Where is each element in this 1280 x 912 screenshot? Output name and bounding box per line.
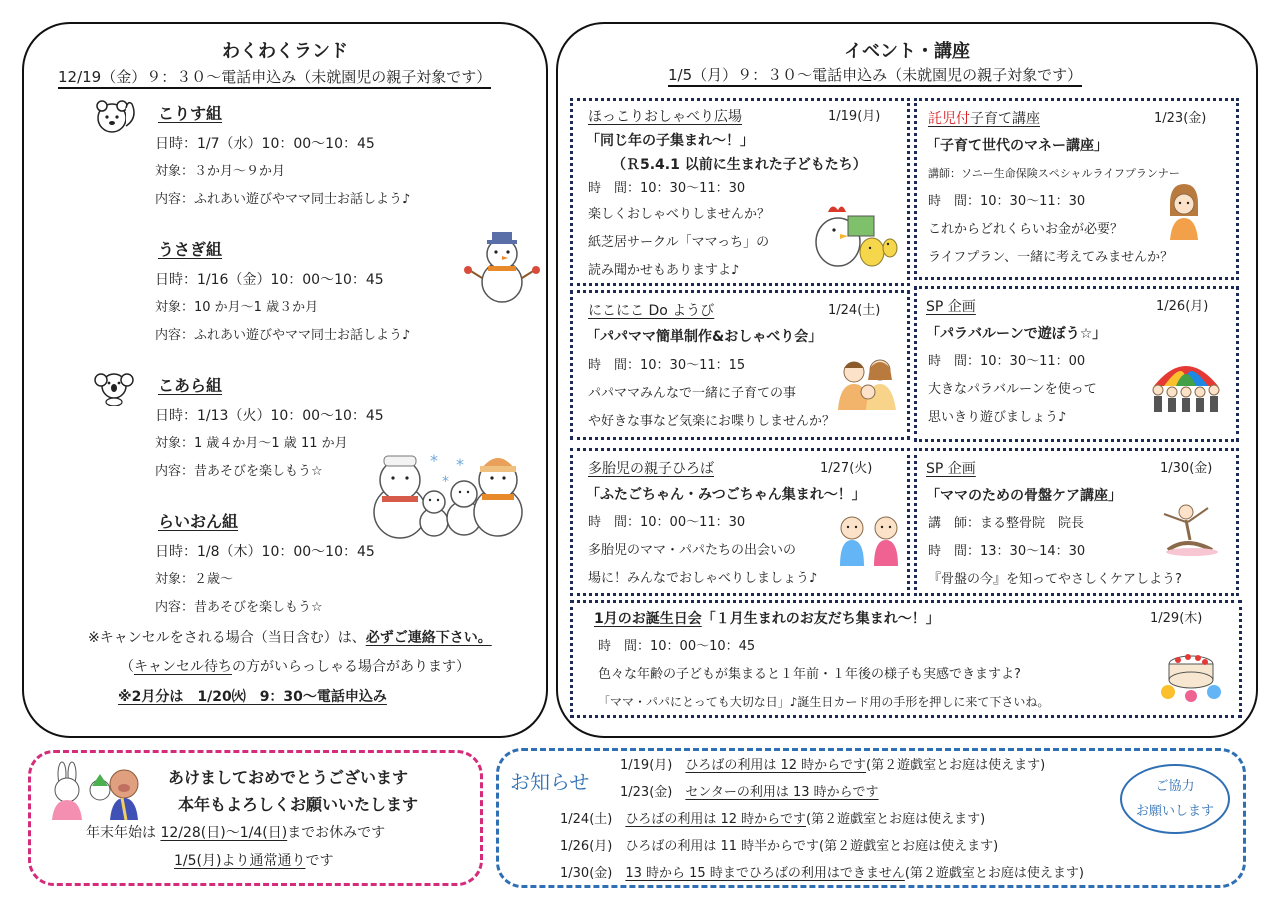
group-date-korisu: 日時：1/7（水）10：00～10：45 <box>155 136 375 152</box>
event-birthday-date: 1/29(木) <box>1150 611 1203 626</box>
event-sp1-date: 1/26(月) <box>1156 299 1209 314</box>
cooperation-bubble-line2: お願いします <box>1135 804 1214 819</box>
event-hokkori-date: 1/19(月) <box>828 109 881 124</box>
event-hokkori-line3: 読み聞かせもありますよ♪ <box>588 263 740 278</box>
svg-text:*: * <box>456 455 464 474</box>
notice-row-emph: ひろばの利用は 12 時からです <box>625 812 807 827</box>
group-content-koara: 内容：昔あそびを楽しもう☆ <box>155 464 323 479</box>
greeting-line3-post: までお休みです <box>287 825 386 841</box>
event-takuji-line2: ライフプラン、一緒に考えてみませんか？ <box>928 250 1174 265</box>
yoga-woman-icon <box>1156 500 1220 558</box>
notice-row <box>560 813 985 826</box>
birthday-cake-icon <box>1158 642 1224 704</box>
event-tatai-time: 時 間：10：00～11：30 <box>588 515 746 530</box>
notice-row-rest: ひろばの利用は 11 時半からです(第２遊戯室とお庭は使えます) <box>625 839 999 854</box>
event-sp2-date: 1/30(金) <box>1160 461 1213 476</box>
group-content-raion: 内容：昔あそびを楽しもう☆ <box>155 600 323 615</box>
snowman-icon <box>462 226 542 304</box>
cancel-waitlist-emphasis: キャンセル待ち <box>134 659 232 675</box>
event-takuji-name-red: 託児付 <box>928 111 970 127</box>
notice-row-rest: (第２遊戯室とお庭は使えます) <box>806 812 986 827</box>
greeting-line4-post: です <box>305 853 334 869</box>
event-sp2-name: SP 企画 <box>926 461 976 477</box>
group-date-koara: 日時：1/13（火）10：00～10：45 <box>155 408 384 424</box>
squirrel-icon <box>92 96 140 136</box>
notice-row <box>560 867 1084 880</box>
wakuwaku-subtitle: 12/19（金）９：３０～電話申込み（未就園児の親子対象です） <box>58 70 491 89</box>
group-name-raion: らいおん組 <box>158 512 239 531</box>
event-hokkori-headline: 「同じ年の子集まれ～！」 <box>586 133 754 149</box>
notice-row <box>560 840 998 853</box>
event-hokkori-name: ほっこりおしゃべり広場 <box>588 109 742 125</box>
notice-row <box>620 786 879 799</box>
event-tatai-line2: 場に！みんなでおしゃべりしましょう♪ <box>588 571 818 586</box>
rabbit-boar-new-year-icon <box>40 760 152 820</box>
event-hokkori-sub: （Ｒ5.4.1 以前に生まれた子どもたち） <box>612 157 867 173</box>
svg-text:*: * <box>430 451 438 470</box>
family-icon <box>834 356 900 410</box>
event-hokkori-line2: 紙芝居サークル「ママっち」の <box>588 235 770 250</box>
notice-row-emph: ひろばの利用は 12 時からです <box>685 758 867 773</box>
notice-row-emph: 13 時から 15 時までひろばの利用はできません <box>625 866 905 881</box>
cooperation-bubble-line1: ご協力 <box>1155 779 1195 794</box>
koala-icon <box>92 366 136 406</box>
feb-application-note: ※2月分は 1/20㈫ 9：30～電話申込み <box>118 689 387 705</box>
group-content-korisu: 内容：ふれあい遊びやママ同士お話しよう♪ <box>155 192 411 207</box>
event-sp1-line2: 思いきり遊びましょう♪ <box>928 410 1067 425</box>
event-sp1-headline: 「パラバルーンで遊ぼう☆」 <box>926 326 1107 342</box>
event-birthday-headline: 「１月生まれのお友だち集まれ～！」 <box>701 611 940 627</box>
greeting-line2: 本年もよろしくお願いいたします <box>178 795 419 814</box>
events-title: イベント・講座 <box>844 41 970 62</box>
notice-row-emph: センターの利用は 13 時からです <box>685 785 879 800</box>
event-sp2-time: 時 間：13：30～14：30 <box>928 544 1086 559</box>
event-takuji-name <box>928 112 1040 126</box>
cancel-waitlist-note <box>120 660 470 674</box>
twin-babies-icon <box>836 514 902 566</box>
group-date-raion: 日時：1/8（木）10：00～10：45 <box>155 544 375 560</box>
group-target-koara: 対象：1 歳４か月～1 歳 11 か月 <box>155 436 348 451</box>
event-sp1-time: 時 間：10：30～11：00 <box>928 354 1086 369</box>
event-takuji-line1: これからどれくらいお金が必要？ <box>928 222 1124 237</box>
notice-row-date: 1/26(月) <box>560 839 613 854</box>
notice-label: お知らせ <box>510 770 590 794</box>
event-nikoniko-line2: や好きな事など気楽にお喋りしませんか？ <box>588 414 836 429</box>
event-takuji-date: 1/23(金) <box>1154 111 1207 126</box>
event-tatai-headline: 「ふたごちゃん・みつごちゃん集まれ～！」 <box>586 487 866 503</box>
notice-row <box>620 759 1045 772</box>
parachute-balloon-icon <box>1150 352 1222 414</box>
event-tatai-line1: 多胎児のママ・パパたちの出会いの <box>588 543 797 558</box>
group-target-usagi: 対象：10 か月～1 歳３か月 <box>155 300 319 315</box>
cancel-note-emphasis: 必ずご連絡下さい。 <box>365 630 492 646</box>
event-nikoniko-line1: パパママみんなで一緒に子育ての事 <box>588 386 797 401</box>
event-tatai-date: 1/27(火) <box>820 461 873 476</box>
event-birthday-line1: 色々な年齢の子どもが集まると１年前・１年後の様子も実感できますよ? <box>598 667 1021 682</box>
event-sp2-line1: 『骨盤の今』を知ってやさしくケアしよう? <box>928 572 1182 587</box>
event-hokkori-time: 時 間：10：30～11：30 <box>588 181 746 196</box>
event-tatai-name: 多胎児の親子ひろば <box>588 461 714 477</box>
notice-row-rest: (第２遊戯室とお庭は使えます) <box>904 866 1084 881</box>
greeting-line3 <box>86 826 385 840</box>
event-takuji-name-rest: 子育て講座 <box>970 111 1040 127</box>
svg-text:*: * <box>442 474 449 490</box>
event-nikoniko-name: にこにこ Do ようび <box>588 303 715 319</box>
group-name-korisu: こりす組 <box>158 104 223 123</box>
notice-row-date: 1/30(金) <box>560 866 613 881</box>
event-sp1-name: SP 企画 <box>926 299 976 315</box>
event-birthday-title <box>594 612 940 626</box>
notice-row-date: 1/19(月) <box>620 758 673 773</box>
snowmen-family-icon <box>360 450 528 542</box>
event-birthday-line2: 「ママ・パパにとっても大切な日」♪誕生日カード用の手形を押しに来て下さいね。 <box>598 695 1050 709</box>
greeting-line4 <box>174 854 333 868</box>
group-content-usagi: 内容：ふれあい遊びやママ同士お話しよう♪ <box>155 328 411 343</box>
notice-row-date: 1/23(金) <box>620 785 673 800</box>
group-target-korisu: 対象：３か月～９か月 <box>155 164 286 179</box>
notice-row-date: 1/24(土) <box>560 812 613 827</box>
greeting-line3-emph: 12/28(日)～1/4(日) <box>160 825 288 841</box>
event-takuji-time: 時 間：10：30～11：30 <box>928 194 1086 209</box>
wakuwaku-title: わくわくランド <box>222 41 348 62</box>
greeting-line3-pre: 年末年始は <box>86 825 161 841</box>
cancel-note-prefix: ※キャンセルをされる場合（当日含む）は、 <box>88 630 366 646</box>
greeting-line1: あけましておめでとうございます <box>168 768 409 787</box>
event-birthday-time: 時 間：10：00～10：45 <box>598 639 756 654</box>
event-birthday-name: 1月のお誕生日会 <box>594 611 702 627</box>
group-target-raion: 対象：２歳～ <box>155 572 234 587</box>
event-sp2-lecturer: 講 師：まる整骨院 院長 <box>928 516 1085 531</box>
events-subtitle: 1/5（月）９：３０～電話申込み（未就園児の親子対象です） <box>668 68 1082 87</box>
cancel-note <box>88 631 492 645</box>
group-date-usagi: 日時：1/16（金）10：00～10：45 <box>155 272 384 288</box>
event-nikoniko-time: 時 間：10：30～11：15 <box>588 358 746 373</box>
event-takuji-lecturer: 講師：ソニー生命保険スペシャルライフプランナー <box>928 167 1180 180</box>
greeting-line4-emph: 1/5(月)より通常通り <box>174 853 306 869</box>
notice-row-rest: (第２遊戯室とお庭は使えます) <box>866 758 1046 773</box>
event-nikoniko-headline: 「パパママ簡単制作&おしゃべり会」 <box>586 329 823 345</box>
group-name-koara: こあら組 <box>158 376 223 395</box>
group-name-usagi: うさぎ組 <box>158 240 223 259</box>
chicken-storyteller-icon <box>808 186 898 272</box>
event-sp2-headline: 「ママのための骨盤ケア講座」 <box>926 488 1122 504</box>
cooperation-bubble <box>1120 764 1230 834</box>
planner-woman-icon <box>1164 182 1204 240</box>
cancel-waitlist-rest: の方がいらっしゃる場合があります） <box>232 659 470 675</box>
event-nikoniko-date: 1/24(土) <box>828 303 881 318</box>
cancel-waitlist-open: （ <box>120 659 134 675</box>
event-sp1-line1: 大きなパラバルーンを使って <box>928 382 1097 397</box>
event-takuji-headline: 「子育て世代のマネー講座」 <box>926 138 1108 154</box>
event-hokkori-line1: 楽しくおしゃべりしませんか？ <box>588 207 771 222</box>
